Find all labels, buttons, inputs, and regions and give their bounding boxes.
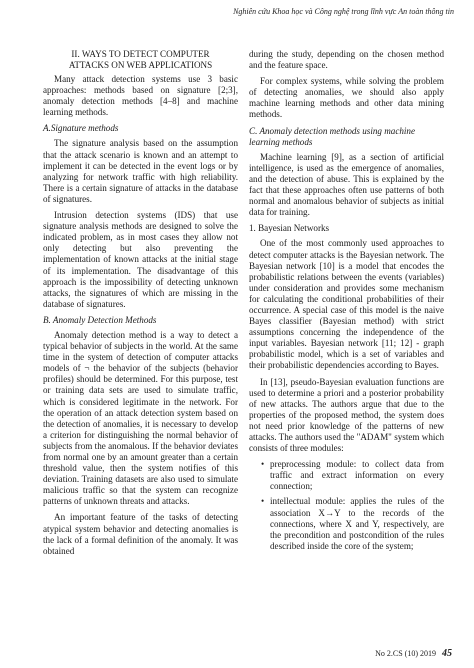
page-footer <box>375 648 452 659</box>
anomaly-paragraph-1: Anomaly detection method is a way to detect a typical behavior of subjects in the world. At the same time in the system of detection of computer attacks models of ¬ the behavior of the subjects (behavior profiles) should be determined. For this purpose, test or training data sets are used to simulate traffic, which is considered legitimate in the network. For the operation of an attack detection system based on the detection of anomalies, it is necessary to develop a criterion for distinguishing the normal behavior of subjects from the anomalous. If the behavior deviates from normal one by an amount greater than a certain threshold value, then the system notifies of this deviation. Training datasets are also used to simulate malicious traffic so that the system can recognize patterns of unknown threats and attacks. <box>43 329 238 507</box>
list-item <box>261 496 444 551</box>
list-item <box>261 459 444 492</box>
section-title-line-2: ATTACKS ON WEB APPLICATIONS <box>68 60 213 70</box>
intro-paragraph: Many attack detection systems use 3 basic approaches: methods based on signature [2;3], anomaly detection methods [4–8] and machine learning methods. <box>43 74 238 118</box>
issue-label: No 2.CS (10) 2019 <box>375 649 436 658</box>
bullet-text: preprocessing module: to collect data from traffic and extract information on every connection; <box>270 459 444 492</box>
bullet-mark: • <box>261 459 265 470</box>
anomaly-paragraph-2: An important feature of the tasks of detecting atypical system behavior and detecting anomalies is the lack of a formal definition of the anomaly. It was obtained <box>43 512 238 556</box>
subheading-anomaly-detection: B. Anomaly Detection Methods <box>43 314 157 325</box>
page-number: 45 <box>442 648 452 659</box>
subheading-machine-learning: C. Anomaly detection methods using machine learning methods <box>249 125 416 147</box>
complex-systems-paragraph: For complex systems, while solving the problem of detecting anomalies, we should also apply machine learning methods and other data mining methods. <box>249 76 444 120</box>
bayesian-paragraph-2: In [13], pseudo-Bayesian evaluation functions are used to determine a priori and a posterior probability of new attacks. The authors argue that due to the properties of the proposed method, the system does not need prior knowledge of the patterns of new attacks. The authors used the "ADAM" system which consists of three modules: <box>249 376 444 454</box>
bayesian-paragraph-1: One of the most commonly used approaches to detect computer attacks is the Bayesian network. The Bayesian network [10] is a model that encodes the probabilistic relations between the events (variables) under consideration and provides some mechanism for calculating the conditional probabilities of their occurrence. A special case of this model is the naive Bayes classifier (Bayesian method) with strict assumptions concerning the independence of the input variables. Bayesian network [11; 12] - graph probabilistic model, which is a set of variables and their probabilistic dependencies according to Bayes. <box>249 238 444 371</box>
subheading-signature-methods: A.Signature methods <box>43 123 119 134</box>
section-title-line-1: II. WAYS TO DETECT COMPUTER <box>71 49 210 59</box>
continued-paragraph: during the study, depending on the chosen method and the feature space. <box>249 49 444 71</box>
machine-learning-paragraph: Machine learning [9], as a section of artificial intelligence, is used as the emergence of anomalies, and the detection of abuse. This is explained by the fact that these approaches often use patterns of both normal and anomalous behavior of subjects as initial data for training. <box>249 151 444 218</box>
left-column <box>43 49 238 562</box>
running-header: Nghiên cứu Khoa học và Công nghệ trong lĩnh vực An toàn thông tin <box>233 7 454 16</box>
bullet-text: intellectual module: applies the rules of the association X→Y to the records of the connections, where X and Y, respectively, are the precondition and postcondition of the rules described inside the core of the system; <box>270 496 444 551</box>
signature-paragraph-1: The signature analysis based on the assumption that the attack scenario is known and an attempt to implement it can be detected in the event logs or by analyzing for network traffic with high reliability. There is a certain signature of attacks in the database of signatures. <box>43 138 238 204</box>
bullet-mark: • <box>261 496 265 507</box>
right-column <box>249 49 444 556</box>
signature-paragraph-2: Intrusion detection systems (IDS) that use signature analysis methods are designed to solve the indicated problem, as in most cases they allow not only detecting but also preventing the implementation of known attacks at the initial stage of its implementation. The disadvantage of this approach is the impossibility of detecting unknown attacks, the signatures of which are missing in the database of signatures. <box>43 210 238 309</box>
subheading-bayesian-networks: 1. Bayesian Networks <box>249 223 330 234</box>
section-title <box>43 49 238 71</box>
